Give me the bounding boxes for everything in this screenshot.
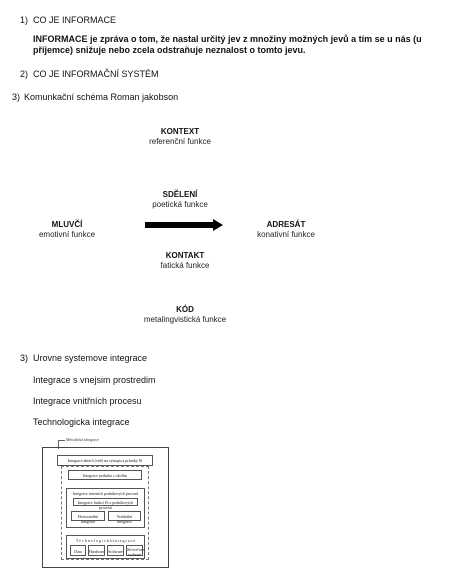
kontakt-title: KONTAKT [165, 251, 205, 260]
figure-internal-box [66, 488, 145, 528]
kod-title: KÓD [176, 305, 194, 314]
integration-item: Technologicka integrace [33, 417, 130, 427]
figure-horizontal-box [71, 511, 105, 524]
figure-support-label: Integrace podniku s okolím [83, 473, 127, 478]
figure-internal-sub: Integrace funkcí IS a podnikových procesů [77, 500, 134, 510]
item-number: 2) [20, 69, 29, 79]
diagram-sdeleni [110, 190, 250, 210]
definition-term: INFORMACE [33, 34, 88, 44]
kontext-function: referenční funkce [149, 137, 211, 146]
figure-vertical-box [108, 511, 141, 524]
figure-network-label: Síťové/ová rozhraní [127, 547, 145, 557]
figure-internal-title: Integrace interních podnikových procesů [72, 491, 139, 496]
kontext-title: KONTEXT [160, 127, 200, 136]
integration-item: Integrace s vnejsim prostredim [33, 375, 156, 385]
section-heading-information-system: CO JE INFORMAČNÍ SYSTÉM [33, 69, 159, 79]
figure-data-label: Data [74, 549, 82, 554]
section-heading-integration-levels: Urovne systemove integrace [33, 353, 148, 363]
integration-item: Integrace vnitřních procesu [33, 396, 142, 406]
message-arrow-shaft [145, 222, 215, 228]
adresat-title: ADRESÁT [266, 220, 306, 229]
figure-software-box [107, 545, 124, 556]
diagram-kontakt [115, 251, 255, 271]
figure-caption: Metodická integrace [66, 437, 99, 442]
mluvci-title: MLUVČÍ [51, 220, 83, 229]
figure-vertical-label: Vertikální integrace [116, 514, 133, 524]
figure-horizontal-label: Horizontální integrace [77, 514, 99, 524]
figure-support-box [68, 470, 142, 480]
figure-network-box [126, 545, 143, 556]
figure-support-area [61, 466, 149, 560]
diagram-mluvci [0, 220, 137, 240]
diagram-adresat [216, 220, 356, 240]
section-heading-information: CO JE INFORMACE [33, 15, 117, 25]
definition-text: je zpráva o tom, že nastal určitý jev z množiny možných jevů a tím se u nás (u příjemce) snižuje nebo zcela odstraňuje neznalost o tomto jevu. [33, 34, 422, 55]
item-number: 1) [20, 15, 29, 25]
kontakt-function: fatická funkce [160, 261, 210, 270]
integration-figure [42, 447, 169, 568]
figure-software-label: Software [108, 549, 123, 554]
figure-data-box [70, 545, 86, 556]
sdeleni-function: poetická funkce [152, 200, 208, 209]
item-number: 3) [20, 353, 29, 363]
item-number: 3) [12, 92, 21, 102]
kod-function: metalingvistická funkce [143, 315, 227, 324]
figure-tech-box [66, 535, 145, 559]
figure-hardware-label: Hardware [89, 549, 105, 554]
sdeleni-title: SDĚLENÍ [162, 190, 198, 199]
figure-tech-title: T e c h n o l o g i c k á i n t e g r a c e [75, 538, 136, 543]
adresat-function: konativní funkce [257, 230, 315, 239]
figure-hardware-box [88, 545, 105, 556]
diagram-kontext [110, 127, 250, 147]
information-definition [33, 34, 443, 56]
figure-top-label: Integrace aktérů (vně) na výstupu a průniky IS [67, 458, 143, 463]
mluvci-function: emotivní funkce [38, 230, 96, 239]
figure-internal-sub-box [73, 498, 138, 510]
diagram-kod [115, 305, 255, 325]
section-heading-communication-scheme: Komunkační schéma Roman jakobson [24, 92, 179, 102]
figure-top-box [57, 455, 153, 466]
